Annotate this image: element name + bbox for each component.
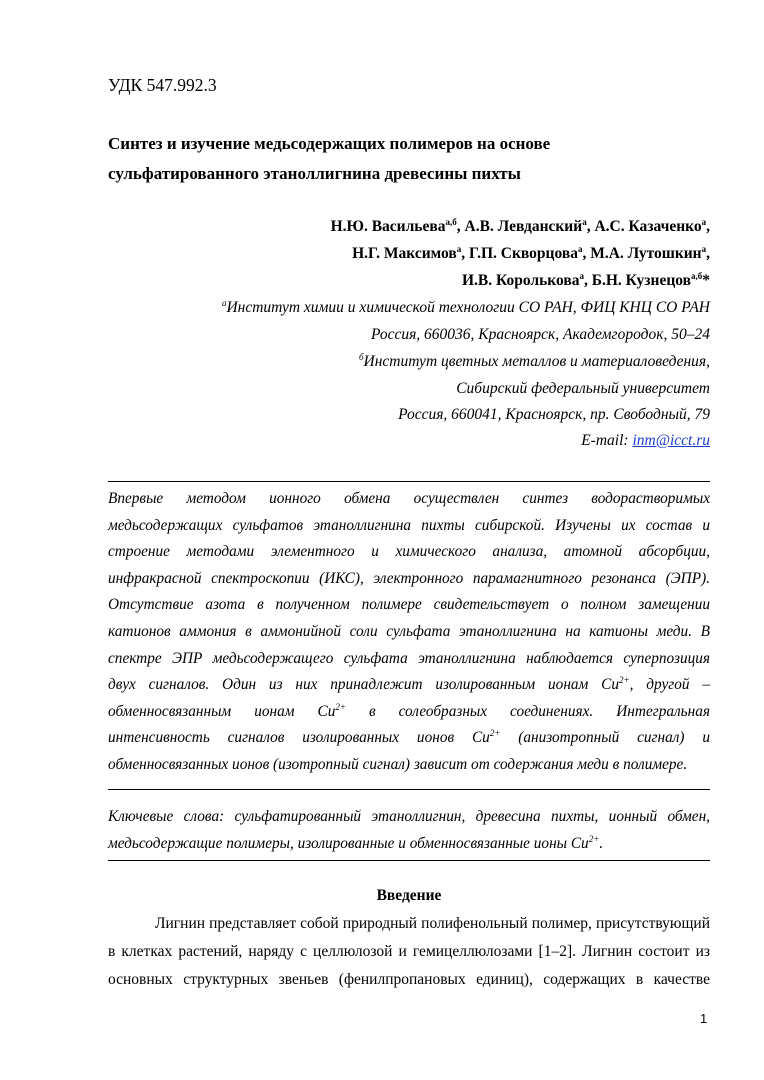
ion-charge: 2+ (619, 675, 630, 686)
author-name: , Б.Н. Кузнецов (584, 272, 691, 289)
affiliation-a-line-2: Россия, 660036, Красноярск, Академгородок, 50–24 (370, 326, 710, 343)
abstract-line (108, 725, 710, 752)
abstract (108, 486, 710, 779)
keywords-line: Ключевые слова: сульфатированный этаноллигнин, древесина пихты, ионный обмен, (108, 808, 710, 825)
affiliation-text: Институт химии и химической технологии СО РАН, ФИЦ КНЦ СО РАН (226, 299, 710, 316)
affiliation-marker: а (577, 243, 583, 254)
affiliation-marker: а (701, 243, 707, 254)
abstract-line: катионов аммония в аммонийной соли сульфата этаноллигнина на катионы меди. В (108, 622, 710, 640)
abstract-text: (анизотропный сигнал) и (500, 729, 710, 747)
keywords-line (108, 831, 710, 858)
page-number: 1 (700, 1011, 708, 1026)
abstract-line: строение методами элементного и химического анализа, атомной абсорбции, (108, 543, 710, 561)
keywords (108, 804, 710, 857)
abstract-text: двух сигналов. Один из них принадлежит изолированным ионам Cu (108, 676, 620, 694)
author-name: , А.В. Левданский (456, 218, 583, 235)
abstract-line: спектре ЭПР медьсодержащего сульфата этаноллигнина наблюдается суперпозиция (108, 649, 710, 667)
email-link[interactable]: inm@icct.ru (632, 432, 710, 449)
affiliation-text: Институт цветных металлов и материаловедения, (363, 353, 710, 370)
ion-charge: 2+ (335, 701, 346, 712)
abstract-bottom-rule (108, 789, 710, 790)
abstract-line: обменносвязанных ионов (изотропный сигнал) зависит от содержания меди в полимере. (108, 755, 688, 773)
keywords-bottom-rule (108, 860, 710, 861)
abstract-line: Отсутствие азота в полученном полимере свидетельствует о полном замещении (108, 596, 710, 614)
authors-line-1 (110, 218, 710, 236)
affiliation-marker: а (579, 270, 584, 281)
ion-charge: 2+ (489, 728, 501, 739)
abstract-text: в солеобразных соединениях. Интегральная (345, 702, 710, 720)
author-separator: , (706, 245, 710, 262)
affiliation-marker: а (221, 297, 227, 308)
udk-code: УДК 547.992.3 (108, 75, 217, 95)
affiliation-a-line-1 (90, 299, 710, 317)
affiliation-marker: б (359, 351, 364, 362)
author-name: , А.С. Казаченко (586, 218, 702, 235)
affiliation-b-line-1 (90, 353, 710, 371)
body-line: в клетках растений, наряду с целлюлозой и гемицеллюлозами [1–2]. Лигнин состоит из (108, 943, 710, 960)
abstract-line (108, 699, 710, 726)
abstract-line (108, 672, 710, 699)
ion-charge: 2+ (588, 833, 600, 844)
authors-line-3 (110, 272, 710, 290)
keywords-text: . (599, 834, 604, 852)
email-label: E-mail: (581, 432, 633, 449)
abstract-top-rule (108, 481, 710, 482)
introduction-paragraph (108, 910, 710, 994)
body-line: основных структурных звеньев (фенилпропановых единиц), содержащих в качестве (108, 971, 710, 988)
affiliation-b-line-2: Сибирский федеральный университет (456, 380, 710, 397)
abstract-text: интенсивность сигналов изолированных ионов Cu (108, 729, 490, 747)
authors-line-2 (110, 245, 710, 263)
keywords-text: медьсодержащие полимеры, изолированные и обменносвязанные ионы Cu (108, 834, 589, 852)
abstract-line: Впервые методом ионного обмена осуществлен синтез водорастворимых (108, 490, 710, 507)
affiliation-marker: а,б (445, 216, 457, 227)
affiliation-marker: а (456, 243, 462, 254)
paper-title-line-1: Синтез и изучение медьсодержащих полимеров на основе (108, 134, 551, 153)
abstract-text: обменносвязанным ионам Cu (108, 702, 336, 720)
author-name: , М.А. Лутошкин (582, 245, 702, 262)
author-name: И.В. Королькова (461, 272, 580, 289)
email-line (90, 432, 710, 450)
section-heading-introduction: Введение (376, 887, 442, 904)
paper-title-line-2: сульфатированного этаноллигнина древесины пихты (108, 164, 521, 183)
author-name: Н.Г. Максимов (352, 245, 457, 262)
affiliation-b-line-3: Россия, 660041, Красноярск, пр. Свободный, 79 (398, 406, 710, 423)
author-name: Н.Ю. Васильева (330, 218, 446, 235)
abstract-line: медьсодержащих сульфатов этаноллигнина пихты сибирской. Изучены их состав и (108, 516, 710, 534)
affiliation-marker: а (701, 216, 707, 227)
abstract-line: инфракрасной спектроскопии (ИКС), электронного парамагнитного резонанса (ЭПР). (108, 569, 710, 587)
affiliation-marker: а,б (691, 270, 703, 281)
corresponding-author-mark: * (702, 272, 710, 289)
author-name: , Г.П. Скворцова (461, 245, 578, 262)
affiliation-marker: а (582, 216, 587, 227)
author-separator: , (706, 218, 710, 235)
abstract-text: , другой – (629, 676, 710, 694)
body-line: Лигнин представляет собой природный полифенольный полимер, присутствующий (155, 915, 710, 932)
